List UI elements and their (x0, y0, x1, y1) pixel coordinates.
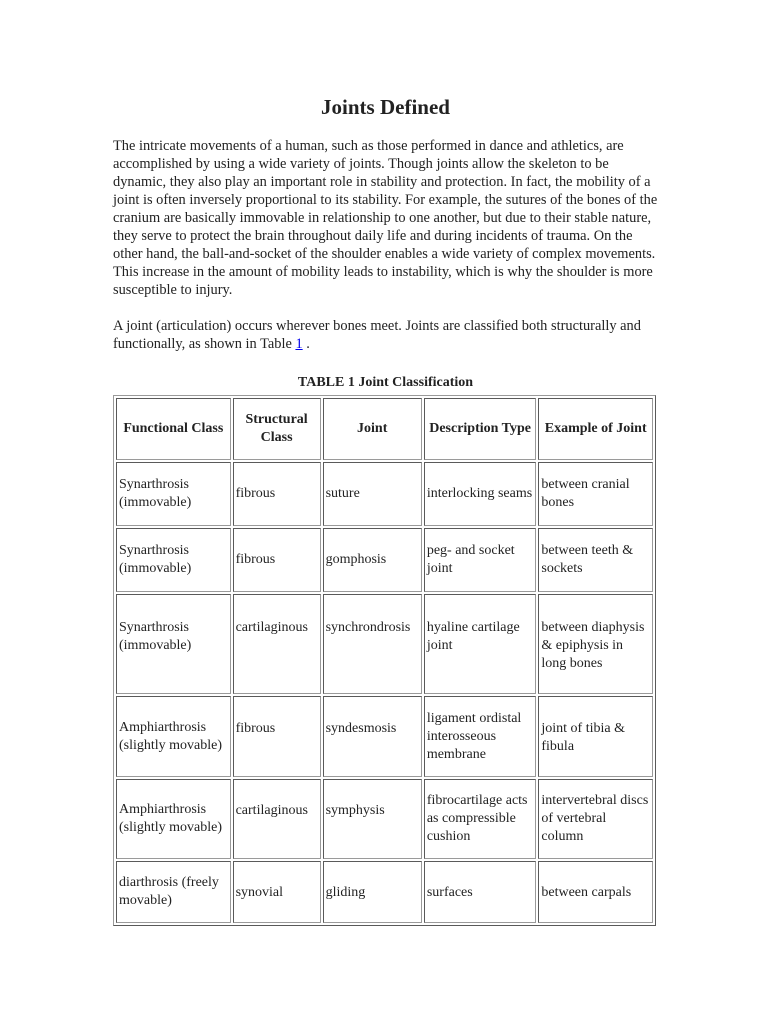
header-example-of-joint: Example of Joint (538, 398, 653, 460)
paragraph-text: A joint (articulation) occurs wherever bones meet. Joints are classified both structurally and functionally, as shown in Table (113, 318, 641, 352)
cell-functional-class: Synarthrosis (immovable) (116, 528, 231, 592)
table-row (116, 861, 653, 923)
table-row (116, 779, 653, 859)
cell-functional-class: Synarthrosis (immovable) (116, 462, 231, 526)
cell-structural-class: fibrous (233, 462, 321, 526)
cell-example: joint of tibia & fibula (538, 696, 653, 777)
cell-description-type: fibrocartilage acts as compressible cushion (424, 779, 537, 859)
cell-structural-class: fibrous (233, 696, 321, 777)
classification-paragraph (113, 317, 658, 353)
cell-example: intervertebral discs of vertebral column (538, 779, 653, 859)
cell-example: between cranial bones (538, 462, 653, 526)
header-joint: Joint (323, 398, 422, 460)
table-header-row (116, 398, 653, 460)
cell-structural-class: cartilaginous (233, 594, 321, 694)
cell-structural-class: cartilaginous (233, 779, 321, 859)
cell-joint: synchrondrosis (323, 594, 422, 694)
cell-functional-class: Amphiarthrosis (slightly movable) (116, 696, 231, 777)
cell-example: between diaphysis & epiphysis in long bones (538, 594, 653, 694)
joint-classification-table (113, 395, 656, 926)
header-description-type: Description Type (424, 398, 537, 460)
page-title: Joints Defined (321, 95, 450, 119)
table-reference-link[interactable]: 1 (295, 336, 303, 352)
cell-joint: syndesmosis (323, 696, 422, 777)
cell-joint: gomphosis (323, 528, 422, 592)
cell-joint: gliding (323, 861, 422, 923)
table-row (116, 528, 653, 592)
cell-description-type: hyaline cartilage joint (424, 594, 537, 694)
cell-functional-class: Synarthrosis (immovable) (116, 594, 231, 694)
table-caption: TABLE 1 Joint Classification (297, 375, 474, 390)
cell-example: between teeth & sockets (538, 528, 653, 592)
cell-structural-class: synovial (233, 861, 321, 923)
cell-joint: symphysis (323, 779, 422, 859)
paragraph-text-end: . (302, 336, 310, 352)
cell-functional-class: Amphiarthrosis (slightly movable) (116, 779, 231, 859)
cell-description-type: ligament ordistal interosseous membrane (424, 696, 537, 777)
cell-example: between carpals (538, 861, 653, 923)
cell-description-type: surfaces (424, 861, 537, 923)
table-row (116, 594, 653, 694)
cell-structural-class: fibrous (233, 528, 321, 592)
header-structural-class: Structural Class (233, 398, 321, 460)
table-row (116, 462, 653, 526)
header-functional-class: Functional Class (116, 398, 231, 460)
cell-description-type: peg- and socket joint (424, 528, 537, 592)
cell-joint: suture (323, 462, 422, 526)
intro-paragraph: The intricate movements of a human, such as those performed in dance and athletics, are accomplished by using a wide variety of joints. Though joints allow the skeleton to be dynamic, they also play an important role in stability and protection. In fact, the mobility of a joint is often inversely proportional to its stability. For example, the sutures of the bones of the cranium are basically immovable in relationship to one another, but due to their stable nature, they serve to protect the brain throughout daily life and during incidents of trauma. On the other hand, the ball-and-socket of the shoulder enables a wide variety of complex movements. This increase in the amount of mobility leads to instability, which is why the shoulder is more susceptible to injury. (113, 138, 658, 298)
cell-description-type: interlocking seams (424, 462, 537, 526)
cell-functional-class: diarthrosis (freely movable) (116, 861, 231, 923)
table-row (116, 696, 653, 777)
